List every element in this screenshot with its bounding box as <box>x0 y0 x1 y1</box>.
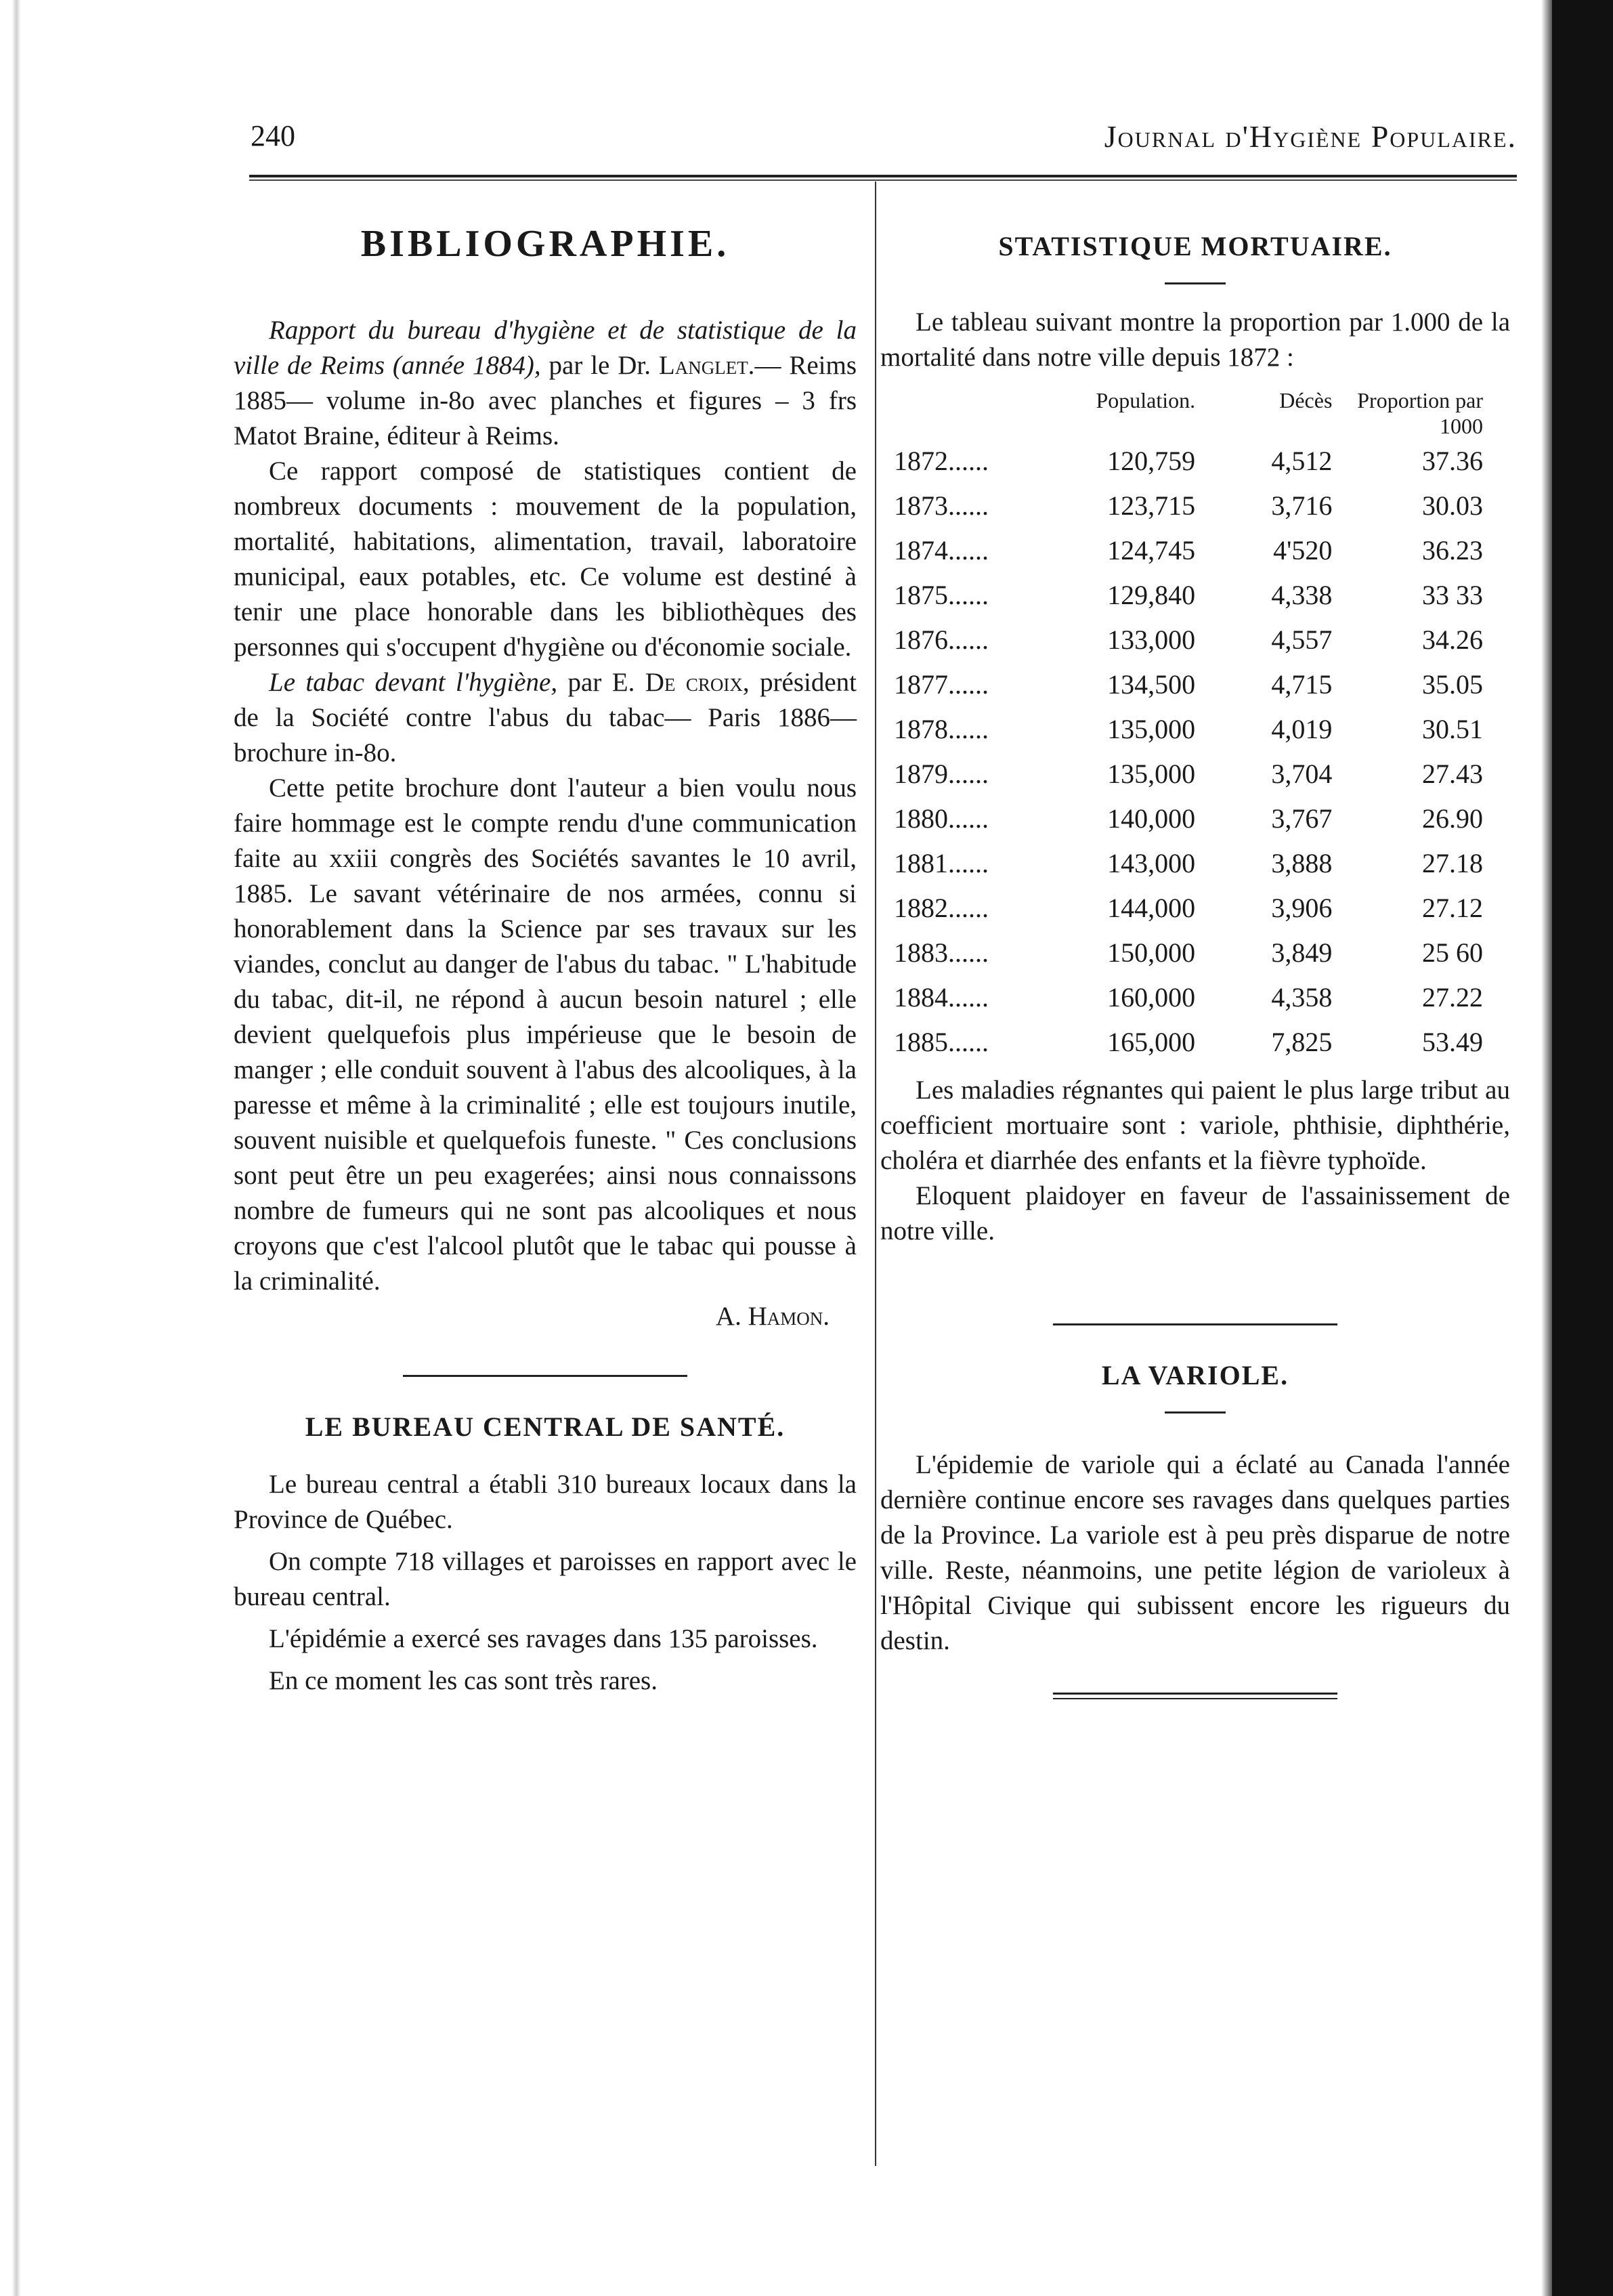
section-divider <box>403 1375 687 1377</box>
variole-title-rule <box>1165 1411 1226 1413</box>
cell-deces: 4,512 <box>1271 446 1333 476</box>
table-row <box>880 707 1490 752</box>
cell-proportion: 30.51 <box>1422 714 1483 744</box>
header-rule <box>249 175 1517 181</box>
cell-population: 133,000 <box>1107 624 1196 655</box>
cell-population: 135,000 <box>1107 714 1196 744</box>
cell-deces: 4,715 <box>1271 669 1333 700</box>
variole-title: LA VARIOLE. <box>1101 1360 1289 1390</box>
cell-deces: 4,557 <box>1271 624 1333 655</box>
cell-population: 129,840 <box>1107 580 1196 610</box>
cell-deces: 4,019 <box>1271 714 1333 744</box>
mortality-table <box>880 387 1490 1065</box>
scan-edge-right <box>1552 0 1613 2296</box>
header-proportion: Proportion par 1000 <box>1357 388 1483 438</box>
cell-proportion: 37.36 <box>1422 446 1483 476</box>
cell-population: 144,000 <box>1107 893 1196 923</box>
table-body <box>880 439 1490 1065</box>
cell-year: 1873...... <box>894 490 989 521</box>
cell-deces: 3,906 <box>1271 893 1333 923</box>
cell-year: 1883...... <box>894 937 989 968</box>
variole-p1: L'épidemie de variole qui a éclaté au Canada l'année dernière continue encore ses ravages dans quelques parties de la Province. La variole est à peu près disparue de notre ville. Reste, néanmoins, une petite légion de varioleux à l'Hôpital Civique qui subissent encore les rigueurs du destin. <box>880 1450 1510 1655</box>
cell-deces: 4'520 <box>1273 535 1333 566</box>
cell-proportion: 27.18 <box>1422 848 1483 878</box>
cell-population: 124,745 <box>1107 535 1196 566</box>
cell-year: 1878...... <box>894 714 989 744</box>
cell-population: 160,000 <box>1107 982 1196 1013</box>
left-column <box>234 203 857 1699</box>
table-row <box>880 484 1490 528</box>
cell-proportion: 36.23 <box>1422 535 1483 566</box>
cell-year: 1882...... <box>894 893 989 923</box>
entry-2-author: De croix, <box>645 668 750 697</box>
cell-proportion: 26.90 <box>1422 803 1483 834</box>
cell-deces: 3,849 <box>1271 937 1333 968</box>
cell-year: 1881...... <box>894 848 989 878</box>
statistique-plaidoyer: Eloquent plaidoyer en faveur de l'assainissement de notre ville. <box>880 1181 1510 1246</box>
table-header-row <box>880 387 1490 439</box>
statistique-intro: Le tableau suivant montre la proportion par 1.000 de la mortalité dans notre ville depuis 1872 : <box>880 307 1510 372</box>
table-row <box>880 662 1490 707</box>
cell-year: 1884...... <box>894 982 989 1013</box>
table-row <box>880 931 1490 975</box>
entry-1-publication: — Reims 1885— volume in-8o avec planches et figures – 3 frs Matot Braine, éditeur à Reims. <box>234 351 857 450</box>
cell-deces: 4,358 <box>1271 982 1333 1013</box>
cell-population: 123,715 <box>1107 490 1196 521</box>
bureau-central-p3: L'épidémie a exercé ses ravages dans 135 paroisses. <box>269 1624 818 1653</box>
section-divider-2 <box>1053 1323 1337 1325</box>
cell-population: 143,000 <box>1107 848 1196 878</box>
bureau-central-title: LE BUREAU CENTRAL DE SANTÉ. <box>305 1411 786 1442</box>
table-row <box>880 528 1490 573</box>
cell-proportion: 27.43 <box>1422 759 1483 789</box>
column-divider <box>875 182 876 2166</box>
running-head <box>251 119 1517 159</box>
entry-2-signature: A. Hamon. <box>715 1302 830 1331</box>
entry-2-by: par E. <box>567 668 635 697</box>
entry-2-review: Cette petite brochure dont l'auteur a bien voulu nous faire hommage est le compte rendu d'une communication faite au xxiii congrès des Sociétés savantes le 10 avril, 1885. Le savant vétérinaire de nos armées, connu si honorablement dans la Science par ses travaux sur les viandes, conclut au danger de l'abus du tabac. " L'habitude du tabac, dit-il, ne répond à aucun besoin naturel ; elle devient quelquefois plus impérieuse que le besoin de manger ; elle conduit souvent à l'abus des alcooliques, à la paresse et même à la criminalité ; elle est toujours inutile, souvent nuisible et quelquefois funeste. " Ces conclusions sont peut être un peu exagerées; ainsi nous connaissons nombre de fumeurs qui ne sont pas alcooliques et nous croyons que c'est l'alcool plutôt que le tabac qui pousse à la criminalité. <box>234 773 857 1296</box>
cell-year: 1872...... <box>894 446 989 476</box>
bibliography-title: BIBLIOGRAPHIE. <box>360 223 730 265</box>
bureau-central-p2: On compte 718 villages et paroisses en rapport avec le bureau central. <box>234 1547 857 1611</box>
table-row <box>880 618 1490 662</box>
cell-population: 134,500 <box>1107 669 1196 700</box>
cell-proportion: 27.12 <box>1422 893 1483 923</box>
table-row <box>880 796 1490 841</box>
cell-deces: 4,338 <box>1271 580 1333 610</box>
entry-2-publication: président de la Société contre l'abus du tabac— Paris 1886— brochure in-8o. <box>234 668 857 767</box>
cell-population: 150,000 <box>1107 937 1196 968</box>
cell-year: 1875...... <box>894 580 989 610</box>
cell-year: 1879...... <box>894 759 989 789</box>
table-row <box>880 1020 1490 1065</box>
table-row <box>880 573 1490 618</box>
title-rule <box>1165 282 1226 284</box>
cell-population: 140,000 <box>1107 803 1196 834</box>
bureau-central-p4: En ce moment les cas sont très rares. <box>269 1666 658 1695</box>
end-double-rule <box>1053 1693 1337 1699</box>
table-row <box>880 439 1490 484</box>
cell-population: 165,000 <box>1107 1027 1196 1057</box>
cell-year: 1880...... <box>894 803 989 834</box>
cell-proportion: 53.49 <box>1422 1027 1483 1057</box>
table-row <box>880 975 1490 1020</box>
cell-year: 1877...... <box>894 669 989 700</box>
header-deces: Décès <box>1279 388 1333 412</box>
cell-population: 135,000 <box>1107 759 1196 789</box>
cell-proportion: 25 60 <box>1422 937 1483 968</box>
cell-year: 1876...... <box>894 624 989 655</box>
header-year <box>880 387 1052 439</box>
cell-deces: 3,767 <box>1271 803 1333 834</box>
table-row <box>880 886 1490 931</box>
page-number: 240 <box>251 119 295 152</box>
bibliography-entry-1 <box>234 313 857 454</box>
cell-proportion: 30.03 <box>1422 490 1483 521</box>
cell-proportion: 33 33 <box>1422 580 1483 610</box>
cell-proportion: 34.26 <box>1422 624 1483 655</box>
cell-deces: 3,888 <box>1271 848 1333 878</box>
cell-year: 1874...... <box>894 535 989 566</box>
statistique-maladies: Les maladies régnantes qui paient le plus large tribut au coefficient mortuaire sont : variole, phthisie, diphthérie, choléra et diarrhée des enfants et la fièvre typhoïde. <box>880 1076 1510 1175</box>
table-row <box>880 752 1490 796</box>
entry-1-by: par le Dr. <box>549 351 651 380</box>
cell-proportion: 35.05 <box>1422 669 1483 700</box>
entry-1-title: Rapport du bureau d'hygiène et de statistique de la ville de Reims (année 1884), <box>234 316 857 380</box>
cell-year: 1885...... <box>894 1027 989 1057</box>
entry-1-review: Ce rapport composé de statistiques contient de nombreux documents : mouvement de la population, mortalité, habitations, alimentation, travail, laboratoire municipal, eaux potables, etc. Ce volume est destiné à tenir une place honorable dans les bibliothèques des personnes qui s'occupent d'hygiène ou d'économie sociale. <box>234 456 857 662</box>
right-column <box>880 203 1510 1699</box>
entry-2-title: Le tabac devant l'hygiène, <box>269 668 558 697</box>
cell-deces: 7,825 <box>1271 1027 1333 1057</box>
header-population: Population. <box>1096 388 1196 412</box>
journal-title: Journal d'Hygiène Populaire. <box>1104 119 1517 154</box>
cell-deces: 3,716 <box>1271 490 1333 521</box>
cell-proportion: 27.22 <box>1422 982 1483 1013</box>
cell-population: 120,759 <box>1107 446 1196 476</box>
bureau-central-p1: Le bureau central a établi 310 bureaux locaux dans la Province de Québec. <box>234 1470 857 1534</box>
table-row <box>880 841 1490 886</box>
bibliography-entry-2 <box>234 665 857 771</box>
statistique-title: STATISTIQUE MORTUAIRE. <box>998 231 1392 261</box>
entry-1-author: Langlet. <box>658 351 755 380</box>
cell-deces: 3,704 <box>1271 759 1333 789</box>
scan-edge-left <box>0 0 30 2296</box>
